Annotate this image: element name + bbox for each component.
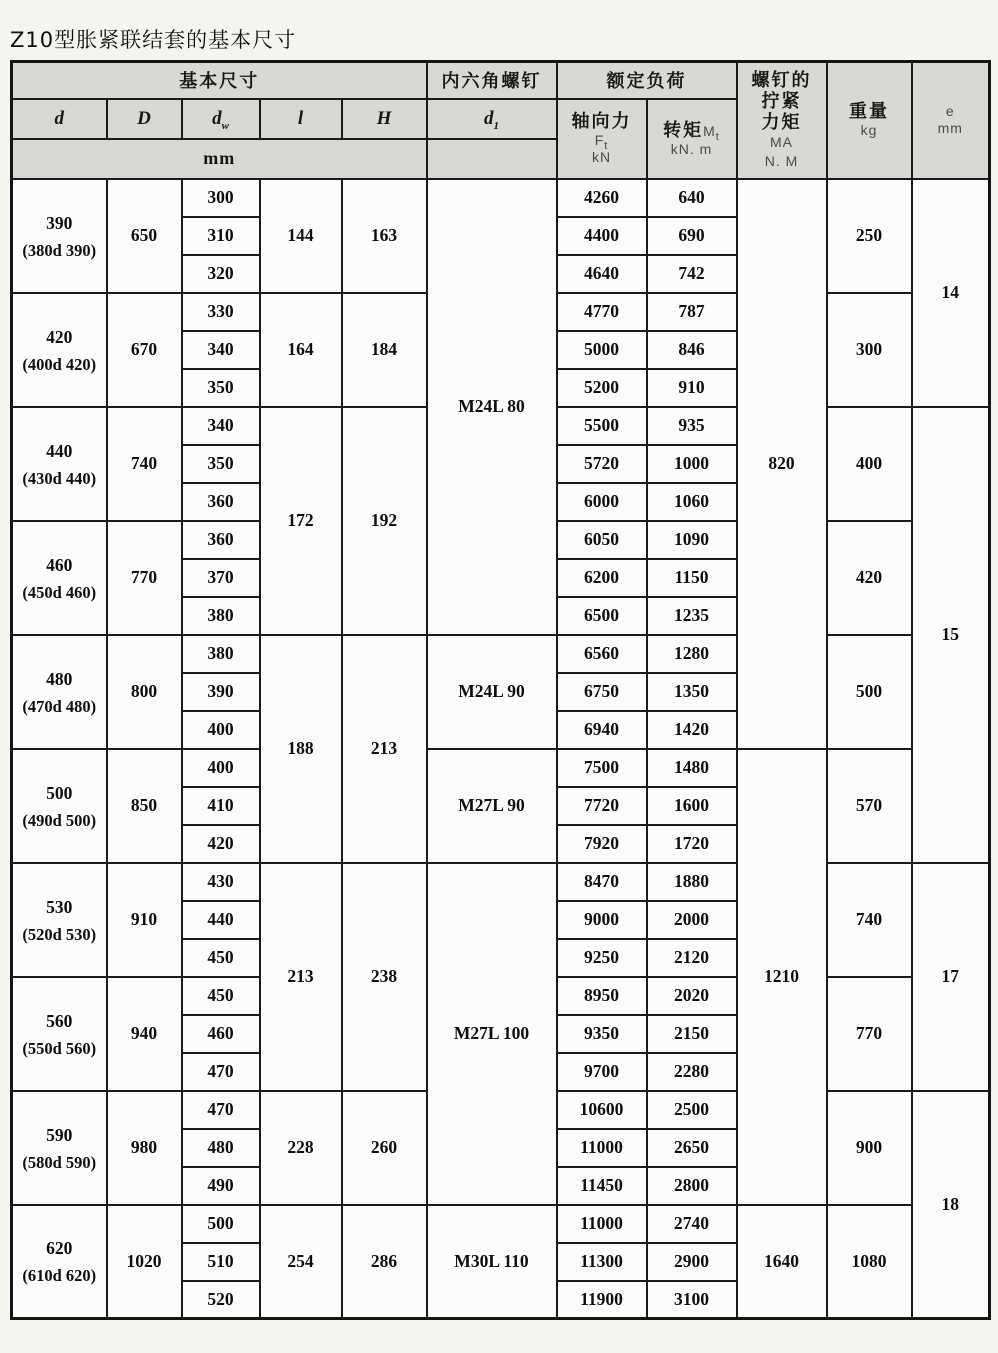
- header-col-d1: $d_1$: [427, 99, 557, 139]
- dw-cell: 500: [182, 1205, 260, 1243]
- mt-cell: 2280: [647, 1053, 737, 1091]
- mt-cell: 2000: [647, 901, 737, 939]
- ft-cell: 9700: [557, 1053, 647, 1091]
- d-cell: 420 (400d 420): [12, 293, 107, 407]
- e-cell: 14: [912, 179, 990, 407]
- table-body: [12, 179, 990, 1319]
- D-cell: 770: [107, 521, 182, 635]
- mt-cell: 2800: [647, 1167, 737, 1205]
- ft-cell: 8470: [557, 863, 647, 901]
- ft-cell: 9250: [557, 939, 647, 977]
- ft-cell: 6200: [557, 559, 647, 597]
- dw-cell: 360: [182, 521, 260, 559]
- mt-cell: 2020: [647, 977, 737, 1015]
- table-row: [12, 1205, 990, 1243]
- header-rated-load: 额定负荷: [557, 62, 737, 99]
- ft-cell: 8950: [557, 977, 647, 1015]
- weight-cell: 500: [827, 635, 912, 749]
- d1-cell: M24L 80: [427, 179, 557, 635]
- e-cell: 15: [912, 407, 990, 863]
- ft-cell: 7920: [557, 825, 647, 863]
- d-cell: 480 (470d 480): [12, 635, 107, 749]
- D-cell: 670: [107, 293, 182, 407]
- mt-cell: 1000: [647, 445, 737, 483]
- header-weight: 重量 kg: [827, 62, 912, 179]
- dw-cell: 470: [182, 1053, 260, 1091]
- d-cell: 620 (610d 620): [12, 1205, 107, 1319]
- header-axial-force: 轴向力 $F_t$ kN: [557, 99, 647, 179]
- spec-table: [10, 60, 991, 1320]
- mt-cell: 2900: [647, 1243, 737, 1281]
- dw-cell: 460: [182, 1015, 260, 1053]
- ft-cell: 5200: [557, 369, 647, 407]
- ft-cell: 6940: [557, 711, 647, 749]
- dw-cell: 410: [182, 787, 260, 825]
- ft-cell: 5720: [557, 445, 647, 483]
- weight-cell: 250: [827, 179, 912, 293]
- header-torque: 转矩$M_t$ kN. m: [647, 99, 737, 179]
- ft-cell: 4640: [557, 255, 647, 293]
- e-cell: 17: [912, 863, 990, 1091]
- header-row-groups: [12, 62, 990, 99]
- ma-cell: 820: [737, 179, 827, 749]
- dw-cell: 470: [182, 1091, 260, 1129]
- e-cell: 18: [912, 1091, 990, 1319]
- ft-cell: 11000: [557, 1205, 647, 1243]
- D-cell: 650: [107, 179, 182, 293]
- mt-cell: 1280: [647, 635, 737, 673]
- dw-cell: 450: [182, 939, 260, 977]
- h-cell: 184: [342, 293, 427, 407]
- dw-cell: 510: [182, 1243, 260, 1281]
- dw-cell: 300: [182, 179, 260, 217]
- dw-cell: 350: [182, 445, 260, 483]
- h-cell: 192: [342, 407, 427, 635]
- table-row: [12, 863, 990, 901]
- ft-cell: 4260: [557, 179, 647, 217]
- mt-cell: 1350: [647, 673, 737, 711]
- dw-cell: 380: [182, 597, 260, 635]
- d-cell: 560 (550d 560): [12, 977, 107, 1091]
- ft-cell: 11300: [557, 1243, 647, 1281]
- l-cell: 254: [260, 1205, 342, 1319]
- ft-cell: 5000: [557, 331, 647, 369]
- mt-cell: 1060: [647, 483, 737, 521]
- weight-cell: 740: [827, 863, 912, 977]
- dw-cell: 430: [182, 863, 260, 901]
- header-col-H: H: [342, 99, 427, 139]
- ft-cell: 6050: [557, 521, 647, 559]
- mt-cell: 2650: [647, 1129, 737, 1167]
- mt-cell: 742: [647, 255, 737, 293]
- header-hex-socket-screw: 内六角螺钉: [427, 62, 557, 99]
- weight-cell: 900: [827, 1091, 912, 1205]
- l-cell: 228: [260, 1091, 342, 1205]
- dw-cell: 400: [182, 749, 260, 787]
- ma-cell: 1640: [737, 1205, 827, 1319]
- weight-cell: 1080: [827, 1205, 912, 1319]
- dw-cell: 350: [182, 369, 260, 407]
- D-cell: 850: [107, 749, 182, 863]
- table-row: [12, 179, 990, 217]
- weight-cell: 300: [827, 293, 912, 407]
- weight-cell: 400: [827, 407, 912, 521]
- header-col-l: l: [260, 99, 342, 139]
- mt-cell: 1090: [647, 521, 737, 559]
- page-title: Z10型胀紧联结套的基本尺寸: [10, 28, 297, 52]
- dw-cell: 340: [182, 331, 260, 369]
- mt-cell: 910: [647, 369, 737, 407]
- mt-cell: 1420: [647, 711, 737, 749]
- mt-cell: 2120: [647, 939, 737, 977]
- d-cell: 530 (520d 530): [12, 863, 107, 977]
- weight-cell: 770: [827, 977, 912, 1091]
- l-cell: 164: [260, 293, 342, 407]
- mt-cell: 2500: [647, 1091, 737, 1129]
- ft-cell: 4770: [557, 293, 647, 331]
- d-cell: 460 (450d 460): [12, 521, 107, 635]
- ft-cell: 6500: [557, 597, 647, 635]
- mt-cell: 640: [647, 179, 737, 217]
- ft-cell: 7500: [557, 749, 647, 787]
- ft-cell: 6750: [557, 673, 647, 711]
- header-empty-cell: [427, 139, 557, 179]
- ft-cell: 7720: [557, 787, 647, 825]
- table-row: [12, 749, 990, 787]
- header-unit-mm: mm: [12, 139, 427, 179]
- mt-cell: 1880: [647, 863, 737, 901]
- mt-cell: 846: [647, 331, 737, 369]
- dw-cell: 480: [182, 1129, 260, 1167]
- dw-cell: 420: [182, 825, 260, 863]
- d-cell: 440 (430d 440): [12, 407, 107, 521]
- ft-cell: 9000: [557, 901, 647, 939]
- dw-cell: 340: [182, 407, 260, 445]
- mt-cell: 1720: [647, 825, 737, 863]
- weight-cell: 570: [827, 749, 912, 863]
- mt-cell: 2150: [647, 1015, 737, 1053]
- ft-cell: 6000: [557, 483, 647, 521]
- ft-cell: 9350: [557, 1015, 647, 1053]
- d1-cell: M27L 90: [427, 749, 557, 863]
- header-col-D: D: [107, 99, 182, 139]
- dw-cell: 400: [182, 711, 260, 749]
- D-cell: 940: [107, 977, 182, 1091]
- D-cell: 1020: [107, 1205, 182, 1319]
- mt-cell: 1600: [647, 787, 737, 825]
- dw-cell: 390: [182, 673, 260, 711]
- header-col-dw: $d_w$: [182, 99, 260, 139]
- header-e: e mm: [912, 62, 990, 179]
- dw-cell: 380: [182, 635, 260, 673]
- D-cell: 800: [107, 635, 182, 749]
- h-cell: 238: [342, 863, 427, 1091]
- dw-cell: 450: [182, 977, 260, 1015]
- h-cell: 213: [342, 635, 427, 863]
- mt-cell: 935: [647, 407, 737, 445]
- dw-cell: 310: [182, 217, 260, 255]
- ft-cell: 4400: [557, 217, 647, 255]
- d1-cell: M27L 100: [427, 863, 557, 1205]
- ft-cell: 5500: [557, 407, 647, 445]
- l-cell: 213: [260, 863, 342, 1091]
- dw-cell: 360: [182, 483, 260, 521]
- d1-cell: M24L 90: [427, 635, 557, 749]
- d1-cell: M30L 110: [427, 1205, 557, 1319]
- l-cell: 172: [260, 407, 342, 635]
- mt-cell: 3100: [647, 1281, 737, 1319]
- h-cell: 260: [342, 1091, 427, 1205]
- ft-cell: 11450: [557, 1167, 647, 1205]
- d-cell: 500 (490d 500): [12, 749, 107, 863]
- mt-cell: 787: [647, 293, 737, 331]
- mt-cell: 690: [647, 217, 737, 255]
- d-cell: 390 (380d 390): [12, 179, 107, 293]
- weight-cell: 420: [827, 521, 912, 635]
- ma-cell: 1210: [737, 749, 827, 1205]
- dw-cell: 320: [182, 255, 260, 293]
- D-cell: 980: [107, 1091, 182, 1205]
- dw-cell: 520: [182, 1281, 260, 1319]
- dw-cell: 490: [182, 1167, 260, 1205]
- mt-cell: 1480: [647, 749, 737, 787]
- dw-cell: 370: [182, 559, 260, 597]
- l-cell: 188: [260, 635, 342, 863]
- l-cell: 144: [260, 179, 342, 293]
- d-cell: 590 (580d 590): [12, 1091, 107, 1205]
- header-col-d: d: [12, 99, 107, 139]
- ft-cell: 10600: [557, 1091, 647, 1129]
- mt-cell: 2740: [647, 1205, 737, 1243]
- mt-cell: 1150: [647, 559, 737, 597]
- ft-cell: 11000: [557, 1129, 647, 1167]
- header-screw-tightening-torque: 螺钉的 拧紧 力矩 MA N. M: [737, 62, 827, 179]
- D-cell: 910: [107, 863, 182, 977]
- ft-cell: 11900: [557, 1281, 647, 1319]
- D-cell: 740: [107, 407, 182, 521]
- header-basic-dimensions: 基本尺寸: [12, 62, 427, 99]
- mt-cell: 1235: [647, 597, 737, 635]
- h-cell: 286: [342, 1205, 427, 1319]
- h-cell: 163: [342, 179, 427, 293]
- table-row: [12, 635, 990, 673]
- ft-cell: 6560: [557, 635, 647, 673]
- dw-cell: 440: [182, 901, 260, 939]
- dw-cell: 330: [182, 293, 260, 331]
